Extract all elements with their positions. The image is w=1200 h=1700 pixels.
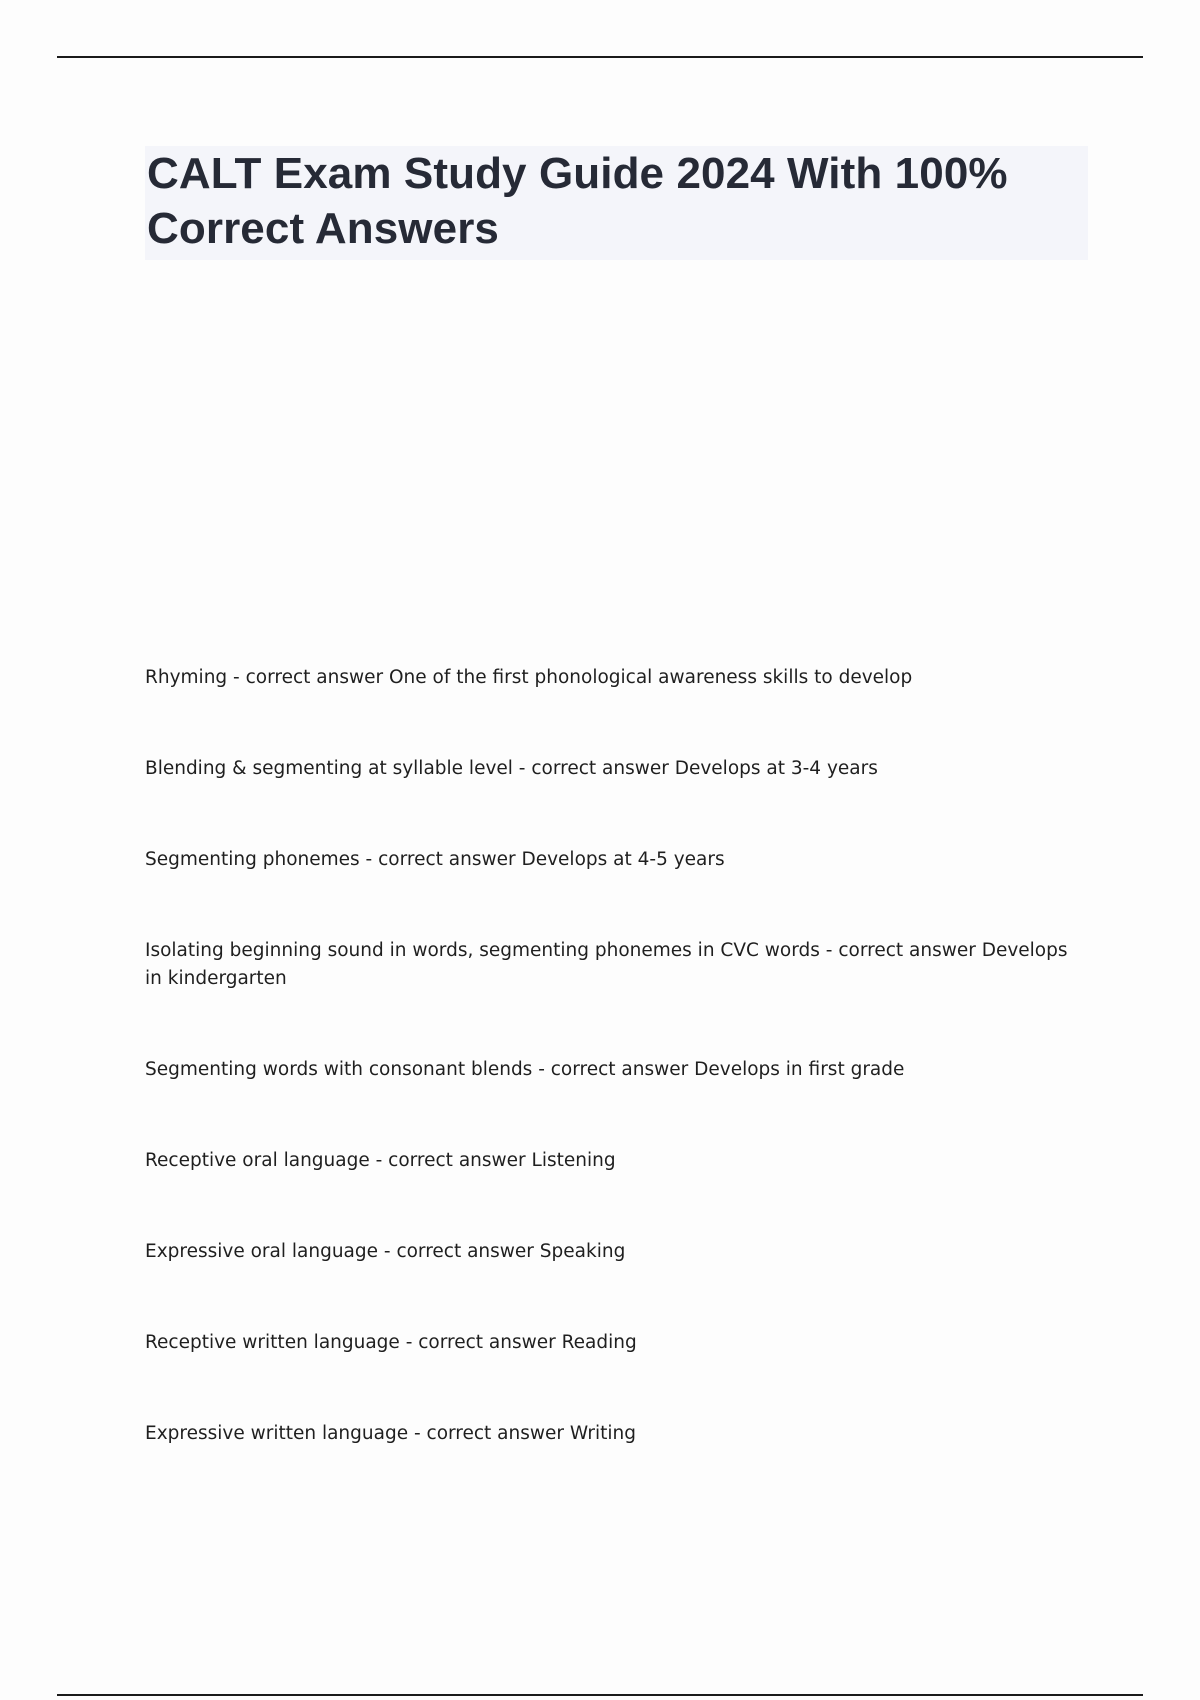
- list-item: Segmenting phonemes - correct answer Develops at 4-5 years: [145, 849, 725, 870]
- top-rule: [57, 56, 1143, 58]
- list-item: Receptive written language - correct answer Reading: [145, 1332, 637, 1353]
- list-item: Rhyming - correct answer One of the first phonological awareness skills to develop: [145, 667, 913, 688]
- list-item: Expressive written language - correct answer Writing: [145, 1423, 636, 1444]
- list-item: Expressive oral language - correct answer Speaking: [145, 1241, 626, 1262]
- page-title: CALT Exam Study Guide 2024 With 100% Correct Answers: [147, 149, 1008, 253]
- qa-list: [145, 664, 1075, 1511]
- list-item: Receptive oral language - correct answer Listening: [145, 1150, 616, 1171]
- list-item: Blending & segmenting at syllable level - correct answer Develops at 3-4 years: [145, 758, 878, 779]
- list-item: Isolating beginning sound in words, segmenting phonemes in CVC words - correct answer Develops in kindergarten: [145, 940, 1068, 989]
- list-item: Segmenting words with consonant blends - correct answer Develops in first grade: [145, 1059, 905, 1080]
- bottom-rule: [57, 1694, 1143, 1696]
- title-block: [145, 146, 1088, 260]
